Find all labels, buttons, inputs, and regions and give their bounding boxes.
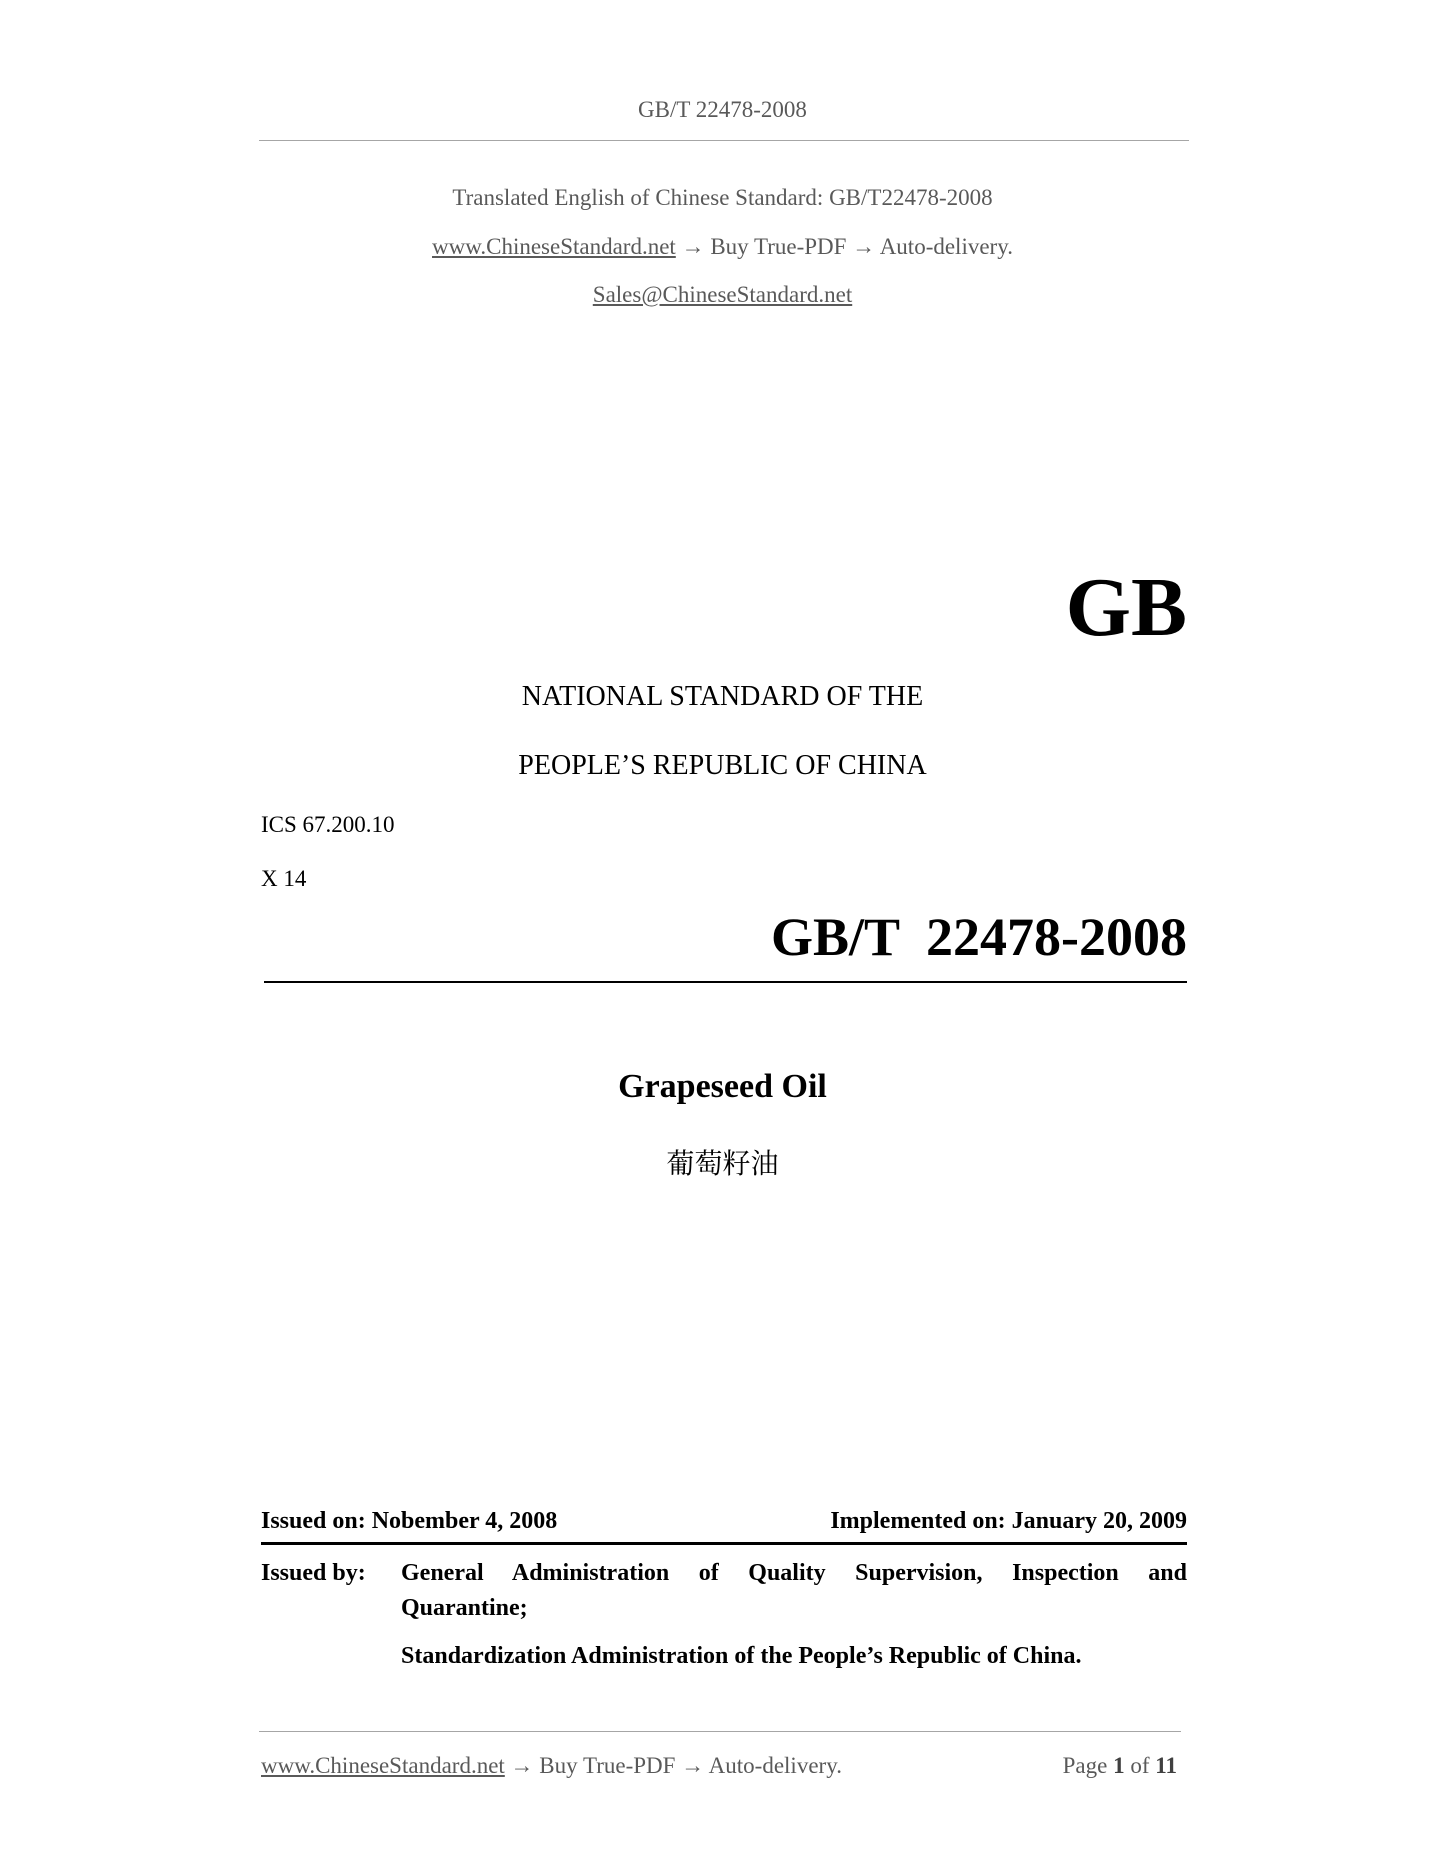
standard-number: GB/T 22478-2008 [770, 907, 1187, 967]
site-link[interactable]: www.ChineseStandard.net [432, 234, 676, 259]
ics-code: ICS 67.200.10 [261, 812, 395, 837]
page-word: Page [1062, 1753, 1108, 1778]
translation-notice: Translated English of Chinese Standard: GB/T22478-2008 [452, 185, 993, 210]
footer-buy-text: Buy True-PDF [539, 1753, 676, 1778]
arrow-right-icon: → [510, 1753, 534, 1778]
promo-line [0, 234, 1445, 260]
page-indicator [1063, 1753, 1177, 1779]
buy-text: Buy True-PDF [710, 234, 847, 259]
footer-promo [261, 1753, 842, 1779]
footer-site-link[interactable]: www.ChineseStandard.net [261, 1753, 505, 1778]
title-english: Grapeseed Oil [618, 1068, 827, 1105]
ccs-code: X 14 [261, 866, 307, 891]
issued-by-label: Issued by: [261, 1560, 366, 1586]
title-chinese: 葡萄籽油 [666, 1147, 779, 1180]
implemented-on-date: Implemented on: January 20, 2009 [830, 1508, 1187, 1534]
page-number: 1 [1113, 1753, 1125, 1778]
national-standard-line2: PEOPLE’S REPUBLIC OF CHINA [518, 750, 927, 781]
issued-on-date: Issued on: Nobember 4, 2008 [261, 1508, 558, 1534]
issuer-2: Standardization Administration of the People’s Republic of China. [401, 1643, 1082, 1669]
running-header: GB/T 22478-2008 [638, 97, 807, 122]
issuer-1-line1: General Administration of Quality Supervision, Inspection and [401, 1560, 1187, 1586]
header-divider [259, 140, 1189, 141]
arrow-right-icon: → [852, 234, 876, 259]
standard-number-rule [264, 981, 1187, 983]
of-word: of [1130, 1753, 1150, 1778]
auto-delivery-text: Auto-delivery. [879, 234, 1013, 259]
dates-row [261, 1508, 1187, 1535]
arrow-right-icon: → [681, 1753, 705, 1778]
sales-email-link[interactable]: Sales@ChineseStandard.net [592, 282, 853, 307]
page-total: 11 [1155, 1753, 1177, 1778]
arrow-right-icon: → [681, 234, 705, 259]
issuer-1-line2: Quarantine; [401, 1595, 528, 1621]
national-standard-line1: NATIONAL STANDARD OF THE [521, 681, 924, 712]
gb-logo: GB [1065, 561, 1187, 654]
footer-divider [259, 1731, 1181, 1732]
footer-auto-delivery-text: Auto-delivery. [708, 1753, 842, 1778]
dates-rule [261, 1542, 1187, 1545]
email-line [0, 282, 1445, 308]
